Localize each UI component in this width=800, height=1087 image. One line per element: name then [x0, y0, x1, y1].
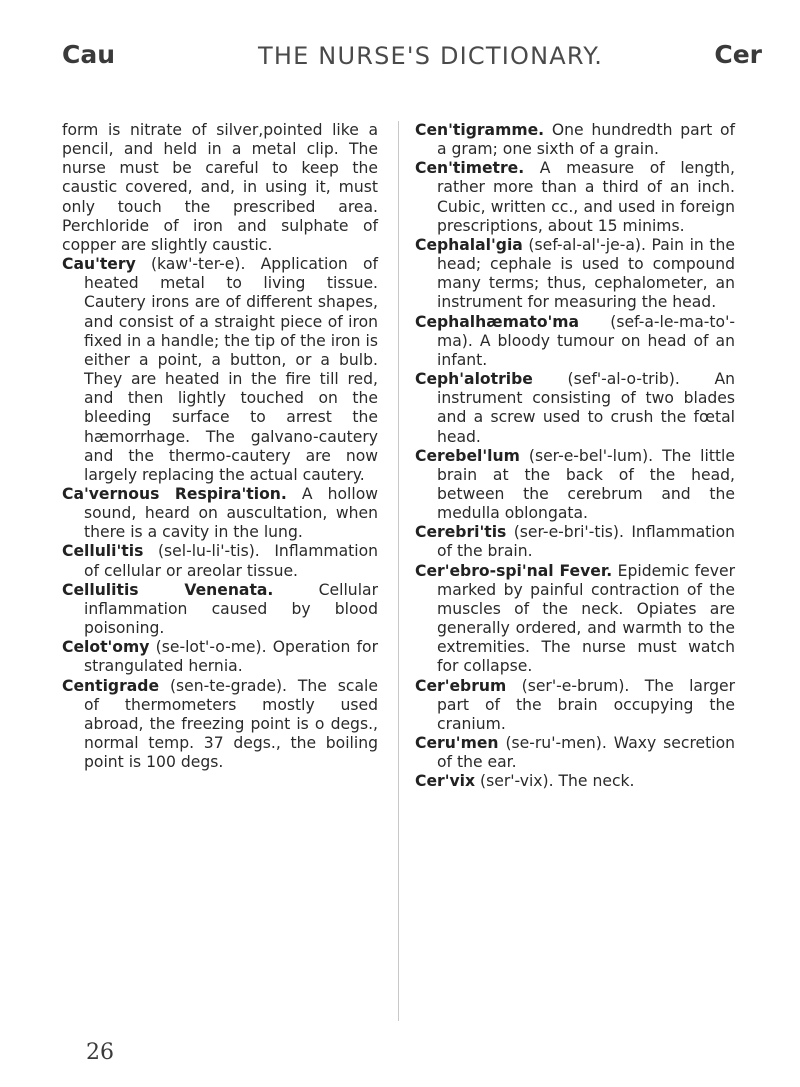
entry-headword: Centigrade: [62, 676, 160, 695]
page-number: 26: [86, 1040, 114, 1065]
entry-headword: Celot'omy: [62, 638, 150, 657]
entry-definition: (ser'-e-brum). The larger part of the brain occupying the cranium.: [437, 676, 735, 733]
entry-definition: (ser'-vix). The neck.: [475, 772, 635, 791]
dictionary-entry: [415, 236, 735, 313]
dictionary-entry: [62, 255, 378, 485]
dictionary-entry: [415, 677, 735, 734]
left-column: [62, 121, 378, 772]
entry-headword: Cephalal'gia: [415, 235, 523, 254]
entry-definition: A hollow sound, heard on auscultation, when there is a cavity in the lung.: [84, 484, 378, 542]
right-column: [415, 121, 735, 791]
entry-definition: (sef-al-al'-je-a). Pain in the head; cephale is used to compound many terms; thus, cephalometer, an instrument for measuring the head.: [437, 235, 735, 312]
dictionary-entry: [62, 485, 378, 542]
entry-headword: Cen'timetre.: [415, 159, 525, 178]
dictionary-entry: [62, 121, 378, 255]
dictionary-entry: [415, 447, 735, 524]
entry-definition: (ser-e-bri'-tis). Inflammation of the brain.: [437, 523, 735, 561]
entry-headword: Cerebel'lum: [415, 446, 520, 465]
dictionary-entry: [415, 523, 735, 561]
entry-definition: (sen-te-grade). The scale of thermometers mostly used abroad, the freezing point is o degs., normal temp. 37 degs., the boiling point is 100 degs.: [84, 676, 378, 772]
entry-headword: Ceph'alotribe: [415, 370, 533, 389]
dictionary-entry: [62, 638, 378, 676]
entry-definition: form is nitrate of silver,pointed like a pencil, and held in a metal clip. The nurse must be careful to keep the caustic covered, and, in using it, must only touch the prescribed area. Perchloride of iron and sulphate of copper are slightly caustic.: [62, 121, 378, 254]
entry-headword: Celluli'tis: [62, 542, 144, 561]
entry-definition: (se-lot'-o-me). Operation for strangulated hernia.: [84, 638, 378, 676]
header-guide-word-right: Cer: [714, 40, 762, 69]
dictionary-entry: [415, 772, 735, 791]
header-guide-word-left: Cau: [62, 40, 116, 69]
entry-definition: (se-ru'-men). Waxy secretion of the ear.: [437, 734, 735, 772]
column-divider: [398, 121, 399, 1021]
entry-headword: Cellulitis Venenata.: [62, 580, 274, 599]
entry-headword: Cer'vix: [415, 772, 476, 791]
entry-definition: (kaw'-ter-e). Application of heated metal to living tissue. Cautery irons are of different shapes, and consist of a straight piece of iron fixed in a handle; the tip of the iron is either a point, a button, or a bulb. They are heated in the fire till red, and then lightly touched on the bleeding surface to arrest the hæmorrhage. The galvano-cautery and the thermo-cautery are now largely replacing the actual cautery.: [84, 255, 378, 484]
dictionary-entry: [415, 121, 735, 159]
dictionary-entry: [415, 370, 735, 447]
running-header: [62, 40, 762, 80]
entry-headword: Cerebri'tis: [415, 523, 507, 542]
dictionary-entry: [415, 159, 735, 236]
entry-headword: Cer'ebro-spi'nal Fever.: [415, 561, 613, 580]
entry-headword: Cau'tery: [62, 255, 136, 274]
entry-definition: (ser-e-bel'-lum). The little brain at the back of the head, between the cerebrum and the medulla oblongata.: [437, 446, 735, 523]
entry-headword: Cer'ebrum: [415, 676, 507, 695]
entry-headword: Cen'tigramme.: [415, 121, 545, 139]
dictionary-entry: [62, 677, 378, 773]
entry-definition: Cellular inflammation caused by blood poisoning.: [84, 580, 378, 638]
dictionary-entry: [415, 313, 735, 370]
entry-definition: A measure of length, rather more than a third of an inch. Cubic, written cc., and used in foreign prescriptions, about 15 minims.: [437, 159, 735, 235]
header-title: THE NURSE'S DICTIONARY.: [258, 42, 604, 70]
entry-definition: (sef'-al-o-trib). An instrument consisting of two blades and a screw used to crush the fœtal head.: [437, 370, 735, 446]
dictionary-entry: [415, 562, 735, 677]
entry-definition: Epidemic fever marked by painful contraction of the muscles of the neck. Opiates are generally ordered, and warmth to the extremities. The nurse must watch for collapse.: [437, 561, 735, 676]
dictionary-entry: [62, 581, 378, 638]
entry-headword: Ceru'men: [415, 734, 499, 752]
entry-headword: Cephalhæmato'ma: [415, 312, 580, 331]
entry-definition: (sef-a-le-ma-to'-ma). A bloody tumour on head of an infant.: [437, 312, 735, 369]
entry-definition: (sel-lu-li'-tis). Inflammation of cellular or areolar tissue.: [84, 542, 378, 580]
entry-definition: One hundredth part of a gram; one sixth of a grain.: [437, 121, 735, 159]
dictionary-entry: [415, 734, 735, 772]
dictionary-entry: [62, 542, 378, 580]
entry-headword: Ca'vernous Respira'tion.: [62, 484, 287, 503]
